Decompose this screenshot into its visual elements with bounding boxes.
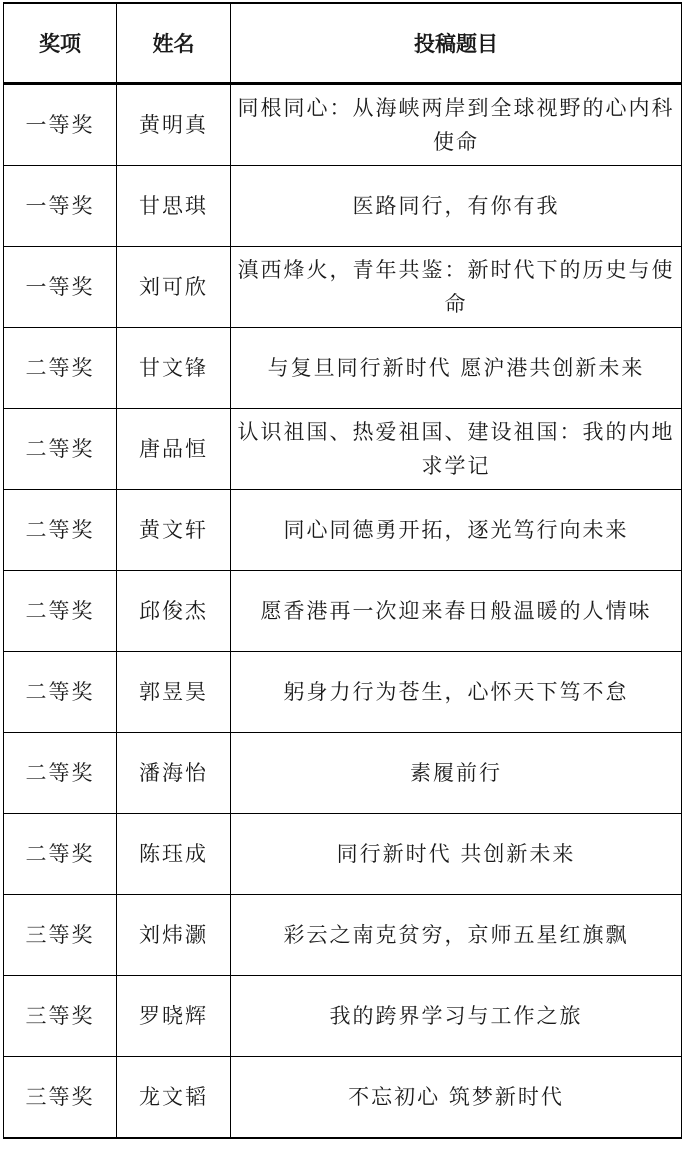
award-cell: 二等奖 [4, 652, 117, 733]
title-cell: 同心同德勇开拓，逐光笃行向未来 [231, 490, 682, 571]
table-row [4, 409, 682, 490]
header-name: 姓名 [117, 3, 231, 84]
award-cell: 一等奖 [4, 166, 117, 247]
header-row [4, 3, 682, 84]
title-cell: 同根同心：从海峡两岸到全球视野的心内科使命 [231, 84, 682, 166]
award-cell: 二等奖 [4, 814, 117, 895]
name-cell: 刘炜灏 [117, 895, 231, 976]
table-row [4, 652, 682, 733]
table-row [4, 733, 682, 814]
award-cell: 一等奖 [4, 247, 117, 328]
table-body [4, 84, 682, 1139]
name-cell: 郭昱昊 [117, 652, 231, 733]
name-cell: 刘可欣 [117, 247, 231, 328]
table-row [4, 1057, 682, 1139]
table-row [4, 814, 682, 895]
award-cell: 三等奖 [4, 895, 117, 976]
title-cell: 医路同行，有你有我 [231, 166, 682, 247]
title-cell: 彩云之南克贫穷，京师五星红旗飘 [231, 895, 682, 976]
title-cell: 素履前行 [231, 733, 682, 814]
title-cell: 我的跨界学习与工作之旅 [231, 976, 682, 1057]
title-cell: 认识祖国、热爱祖国、建设祖国：我的内地求学记 [231, 409, 682, 490]
name-cell: 陈珏成 [117, 814, 231, 895]
name-cell: 黄文轩 [117, 490, 231, 571]
name-cell: 唐品恒 [117, 409, 231, 490]
title-cell: 滇西烽火，青年共鉴：新时代下的历史与使命 [231, 247, 682, 328]
name-cell: 龙文韬 [117, 1057, 231, 1139]
award-cell: 二等奖 [4, 571, 117, 652]
title-cell: 愿香港再一次迎来春日般温暖的人情味 [231, 571, 682, 652]
title-cell: 与复旦同行新时代 愿沪港共创新未来 [231, 328, 682, 409]
table-row [4, 571, 682, 652]
award-cell: 三等奖 [4, 1057, 117, 1139]
award-cell: 二等奖 [4, 490, 117, 571]
table-row [4, 166, 682, 247]
title-cell: 不忘初心 筑梦新时代 [231, 1057, 682, 1139]
table-row [4, 490, 682, 571]
table-row [4, 895, 682, 976]
title-cell: 同行新时代 共创新未来 [231, 814, 682, 895]
title-cell: 躬身力行为苍生，心怀天下笃不怠 [231, 652, 682, 733]
header-title: 投稿题目 [231, 3, 682, 84]
table-row [4, 247, 682, 328]
table-row [4, 84, 682, 166]
award-cell: 三等奖 [4, 976, 117, 1057]
table-row [4, 976, 682, 1057]
name-cell: 罗晓辉 [117, 976, 231, 1057]
name-cell: 黄明真 [117, 84, 231, 166]
award-cell: 二等奖 [4, 733, 117, 814]
award-cell: 二等奖 [4, 328, 117, 409]
name-cell: 甘思琪 [117, 166, 231, 247]
award-cell: 二等奖 [4, 409, 117, 490]
name-cell: 潘海怡 [117, 733, 231, 814]
table-row [4, 328, 682, 409]
header-award: 奖项 [4, 3, 117, 84]
award-cell: 一等奖 [4, 84, 117, 166]
name-cell: 甘文锋 [117, 328, 231, 409]
name-cell: 邱俊杰 [117, 571, 231, 652]
award-table [3, 2, 682, 1139]
